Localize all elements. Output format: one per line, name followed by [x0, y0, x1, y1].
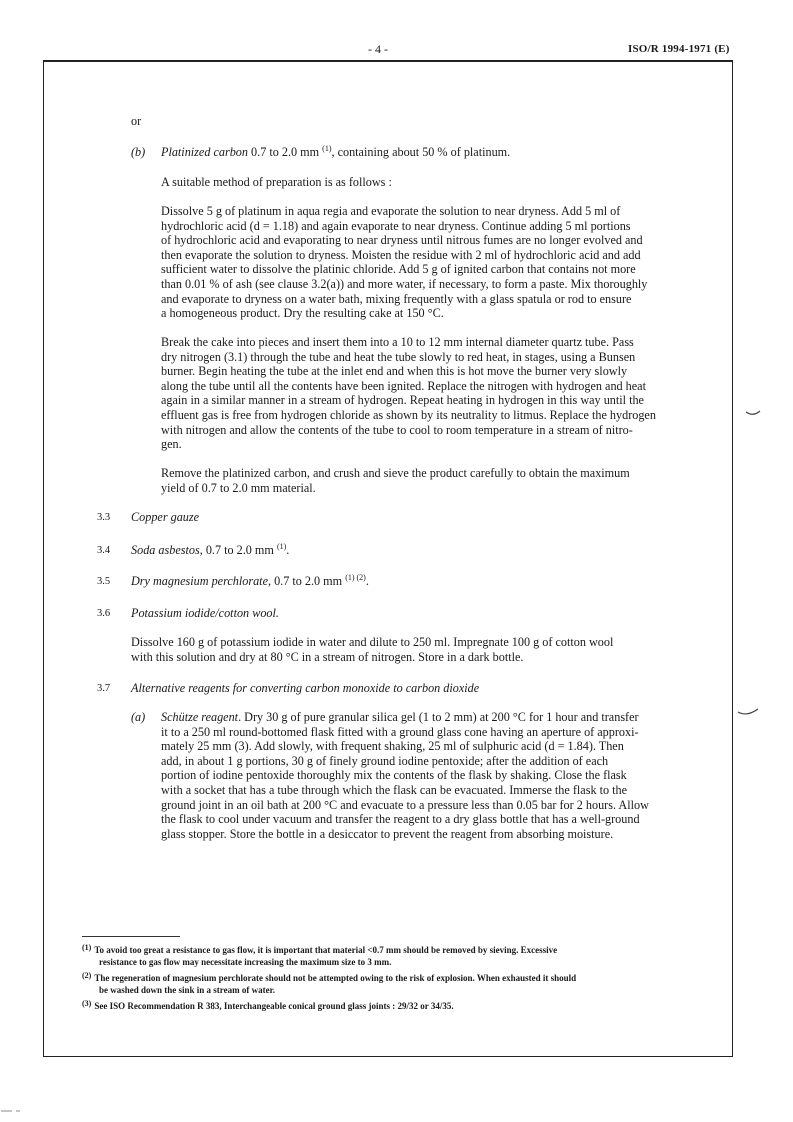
paragraph-potassium-iodide: Dissolve 160 g of potassium iodide in water and dilute to 250 ml. Impregnate 100 g of cotton wool with this solution and dry at 80 °C in a stream of nitrogen. Store in a dark bottle. — [131, 635, 614, 664]
item-b-heading: Platinized carbon 0.7 to 2.0 mm $^{(1)}$, containing about 50 % of platinum. — [161, 144, 511, 159]
item-b-title: Platinized carbon — [161, 145, 248, 159]
section-title-magnesium-perchlorate: Dry magnesium perchlorate, 0.7 to 2.0 mm $^{(1) (2)}$. — [131, 573, 369, 588]
page-number: - 4 - — [368, 42, 388, 56]
item-a-title: Schütze reagent — [161, 710, 239, 724]
or-text: or — [131, 114, 142, 128]
item-a-first-line: Schütze reagent. Dry 30 g of pure granular silica gel (1 to 2 mm) at 200 °C for 1 hour and transfer — [161, 710, 639, 724]
footnote-ref: (1) — [276, 542, 287, 551]
section-number: 3.7 — [97, 683, 111, 694]
section-title-soda-asbestos: Soda asbestos, 0.7 to 2.0 mm $^{(1)}$. — [131, 542, 290, 557]
scan-mark-icon — [0, 1108, 30, 1114]
document-reference: ISO/R 1994-1971 (E) — [628, 43, 730, 55]
margin-mark-icon — [745, 410, 761, 418]
footnote-rule — [82, 936, 180, 937]
section-number: 3.5 — [97, 576, 111, 587]
footnote-ref: (1) (2) — [345, 573, 366, 582]
section-number: 3.6 — [97, 608, 111, 619]
paragraph-schutze-reagent: it to a 250 ml round-bottomed flask fitted with a ground glass cone having an aperture of approxi- mately 25 mm (3). Add slowly, with frequent shaking, 25 ml of sulphuric acid (d = 1.84). Then add, in about 1 g portions, 30 g of finely ground iodine pentoxide; after the addition of each portion of iodine pentoxide thoroughly mix the contents of the flask by shaking. Close the flask with a socket that has a tube through which the flask can be evacuated. Immerse the flask to the ground joint in an oil bath at 200 °C and evacuate to a pressure less than 0.05 bar for 2 hours. Allow the flask to cool under vacuum and transfer the reagent to a dry glass bottle that has a well-ground glass stopper. Store the bottle in a desiccator to prevent the reagent from absorbing moisture. — [161, 724, 649, 841]
footnote-2: (2) The regeneration of magnesium perchlorate should not be attempted owing to the risk of explosion. When exhausted it should be washed down the sink in a stream of water. — [82, 971, 577, 995]
section-title-copper-gauze: Copper gauze — [131, 510, 200, 524]
footnote-ref: (1) — [322, 144, 332, 153]
footnote-3: (3) See ISO Recommendation R 383, Interchangeable conical ground glass joints : 29/32 or 34/35. — [82, 999, 454, 1011]
item-a-label: (a) — [131, 710, 146, 724]
paragraph-remove: Remove the platinized carbon, and crush and sieve the product carefully to obtain the maximum yield of 0.7 to 2.0 mm material. — [161, 466, 630, 495]
paragraph-dissolve: Dissolve 5 g of platinum in aqua regia and evaporate the solution to near dryness. Add 5 ml of hydrochloric acid (d = 1.18) and again evaporate to near dryness. Continue adding 5 ml portions of hydrochloric acid and evaporating to near dryness until nitrous fumes are no longer evolved and then evaporate the solution to dryness. Moisten the residue with 2 ml of hydrochloric acid and add sufficient water to dissolve the platinic chloride. Add 5 g of ignited carbon that contains not more than 0.01 % of ash (see clause 3.2(a)) and more water, if necessary, to form a paste. Mix thoroughly and evaporate to dryness on a water bath, mixing frequently with a glass spatula or rod to ensure a homogeneous product. Dry the resulting cake at 150 °C. — [161, 204, 648, 321]
section-number: 3.4 — [97, 545, 111, 556]
item-b-label: (b) — [131, 145, 146, 159]
section-title-alternative-reagents: Alternative reagents for converting carbon monoxide to carbon dioxide — [131, 681, 480, 695]
margin-mark-icon — [737, 708, 759, 718]
section-title-potassium-iodide: Potassium iodide/cotton wool. — [131, 606, 279, 620]
footnote-1: (1) To avoid too great a resistance to gas flow, it is important that material <0.7 mm should be removed by sieving. Excessive resistance to gas flow may necessitate increasing the maximum size to 3 mm. — [82, 943, 558, 967]
method-intro: A suitable method of preparation is as follows : — [161, 175, 392, 189]
section-number: 3.3 — [97, 512, 111, 523]
paragraph-break-cake: Break the cake into pieces and insert them into a 10 to 12 mm internal diameter quartz tube. Pass dry nitrogen (3.1) through the tube and heat the tube slowly to red heat, in stages, using a Bunsen burner. Begin heating the tube at the inlet end and when this is hot move the burner very slowly along the tube until all the contents have been ignited. Replace the nitrogen with hydrogen and heat again in a similar manner in a stream of hydrogen. Repeat heating in hydrogen in this way until the effluent gas is free from hydrogen chloride as shown by its neutrality to litmus. Replace the hydrogen with nitrogen and allow the contents of the tube to cool to room temperature in a stream of nitro- gen. — [161, 335, 656, 452]
